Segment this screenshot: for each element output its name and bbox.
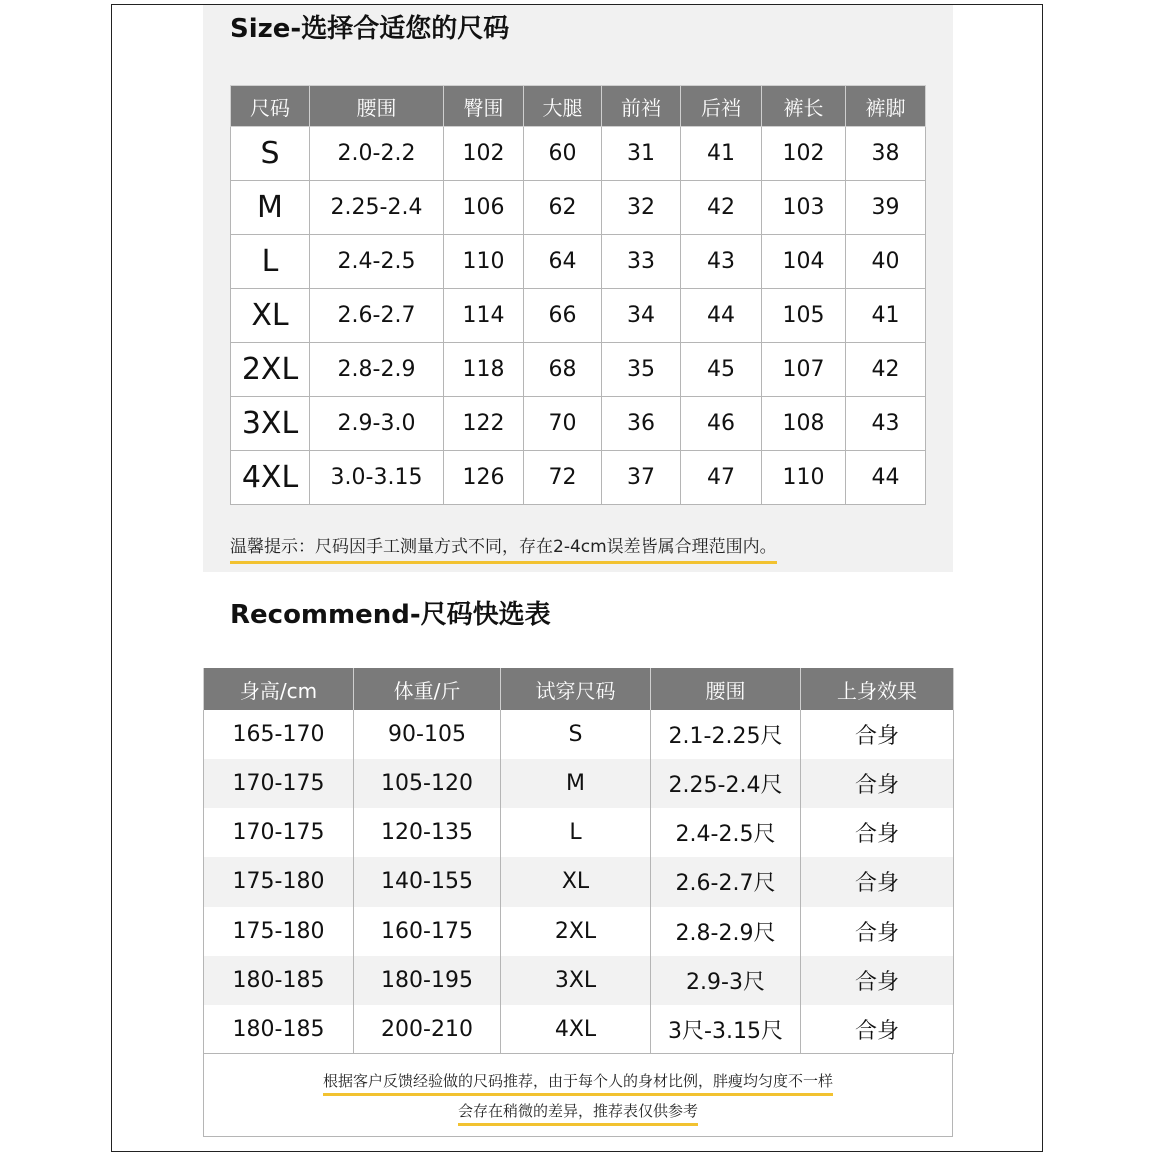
- table-cell: 42: [681, 181, 762, 235]
- table-cell: 105-120: [354, 759, 501, 808]
- size-table: [230, 85, 926, 505]
- table-cell: 126: [444, 451, 524, 505]
- table-cell: 44: [681, 289, 762, 343]
- table-cell: M: [231, 181, 310, 235]
- size-tip: 温馨提示：尺码因手工测量方式不同，存在2-4cm误差皆属合理范围内。: [230, 532, 777, 564]
- recommend-header-cell: 试穿尺码: [501, 668, 651, 710]
- table-cell: 105: [762, 289, 846, 343]
- table-cell: 合身: [801, 1005, 954, 1054]
- size-header-cell: 腰围: [310, 86, 444, 127]
- table-cell: 2.8-2.9尺: [651, 907, 801, 956]
- table-cell: 72: [524, 451, 602, 505]
- table-cell: L: [501, 808, 651, 857]
- recommend-table-header-row: [204, 668, 954, 710]
- table-cell: 42: [846, 343, 926, 397]
- table-cell: 106: [444, 181, 524, 235]
- table-cell: 102: [762, 127, 846, 181]
- size-header-cell: 尺码: [231, 86, 310, 127]
- table-cell: 120-135: [354, 808, 501, 857]
- table-cell: S: [231, 127, 310, 181]
- table-cell: 43: [846, 397, 926, 451]
- table-cell: 合身: [801, 759, 954, 808]
- table-cell: 3.0-3.15: [310, 451, 444, 505]
- table-cell: 140-155: [354, 857, 501, 906]
- table-cell: 46: [681, 397, 762, 451]
- table-cell: 41: [846, 289, 926, 343]
- table-cell: 2.25-2.4尺: [651, 759, 801, 808]
- size-header-cell: 前裆: [602, 86, 681, 127]
- table-cell: 62: [524, 181, 602, 235]
- table-cell: 4XL: [231, 451, 310, 505]
- table-row: [231, 289, 926, 343]
- table-cell: 31: [602, 127, 681, 181]
- table-cell: XL: [501, 857, 651, 906]
- recommend-section-title: Recommend-尺码快选表: [230, 600, 551, 630]
- size-header-cell: 大腿: [524, 86, 602, 127]
- table-cell: 2.9-3.0: [310, 397, 444, 451]
- recommend-table-body: [204, 710, 954, 1054]
- recommend-note-line: 会存在稍微的差异，推荐表仅供参考: [458, 1100, 698, 1126]
- table-cell: 36: [602, 397, 681, 451]
- size-header-cell: 裤脚: [846, 86, 926, 127]
- table-row: [204, 1005, 954, 1054]
- table-cell: 180-185: [204, 956, 354, 1005]
- table-cell: 118: [444, 343, 524, 397]
- recommend-note-box: [203, 1053, 953, 1137]
- table-cell: 122: [444, 397, 524, 451]
- table-cell: S: [501, 710, 651, 759]
- table-cell: 2.4-2.5: [310, 235, 444, 289]
- table-cell: 合身: [801, 808, 954, 857]
- table-cell: 3XL: [501, 956, 651, 1005]
- table-cell: 4XL: [501, 1005, 651, 1054]
- table-cell: 2.6-2.7: [310, 289, 444, 343]
- table-row: [204, 956, 954, 1005]
- table-cell: 180-195: [354, 956, 501, 1005]
- table-cell: 180-185: [204, 1005, 354, 1054]
- table-row: [204, 759, 954, 808]
- table-cell: 3XL: [231, 397, 310, 451]
- table-cell: 175-180: [204, 907, 354, 956]
- table-cell: 43: [681, 235, 762, 289]
- table-row: [204, 907, 954, 956]
- table-cell: 60: [524, 127, 602, 181]
- table-cell: 2XL: [501, 907, 651, 956]
- table-cell: 170-175: [204, 808, 354, 857]
- table-cell: 2.1-2.25尺: [651, 710, 801, 759]
- table-cell: 47: [681, 451, 762, 505]
- recommend-note-line: 根据客户反馈经验做的尺码推荐，由于每个人的身材比例，胖瘦均匀度不一样: [323, 1070, 833, 1096]
- table-cell: 110: [444, 235, 524, 289]
- table-cell: 3尺-3.15尺: [651, 1005, 801, 1054]
- table-cell: 102: [444, 127, 524, 181]
- table-cell: 110: [762, 451, 846, 505]
- table-cell: XL: [231, 289, 310, 343]
- size-header-cell: 裤长: [762, 86, 846, 127]
- table-cell: 90-105: [354, 710, 501, 759]
- table-cell: 44: [846, 451, 926, 505]
- table-cell: 104: [762, 235, 846, 289]
- table-cell: 合身: [801, 907, 954, 956]
- table-cell: 45: [681, 343, 762, 397]
- table-cell: 2XL: [231, 343, 310, 397]
- table-cell: 2.8-2.9: [310, 343, 444, 397]
- table-cell: 200-210: [354, 1005, 501, 1054]
- table-cell: 66: [524, 289, 602, 343]
- table-cell: 合身: [801, 956, 954, 1005]
- table-cell: 41: [681, 127, 762, 181]
- recommend-table: [203, 668, 954, 1054]
- table-row: [204, 710, 954, 759]
- table-cell: 175-180: [204, 857, 354, 906]
- recommend-header-cell: 腰围: [651, 668, 801, 710]
- table-row: [231, 343, 926, 397]
- size-header-cell: 后裆: [681, 86, 762, 127]
- table-cell: 34: [602, 289, 681, 343]
- table-cell: 2.0-2.2: [310, 127, 444, 181]
- table-cell: 64: [524, 235, 602, 289]
- table-row: [231, 127, 926, 181]
- table-cell: 32: [602, 181, 681, 235]
- table-cell: 160-175: [354, 907, 501, 956]
- table-cell: 35: [602, 343, 681, 397]
- table-cell: 2.25-2.4: [310, 181, 444, 235]
- table-cell: 165-170: [204, 710, 354, 759]
- table-cell: 103: [762, 181, 846, 235]
- recommend-header-cell: 体重/斤: [354, 668, 501, 710]
- table-row: [231, 451, 926, 505]
- table-cell: 108: [762, 397, 846, 451]
- table-row: [204, 808, 954, 857]
- table-cell: L: [231, 235, 310, 289]
- table-row: [204, 857, 954, 906]
- size-section-title: Size-选择合适您的尺码: [230, 14, 510, 44]
- size-table-header-row: [231, 86, 926, 127]
- table-cell: 合身: [801, 857, 954, 906]
- table-row: [231, 181, 926, 235]
- table-cell: 68: [524, 343, 602, 397]
- table-cell: 2.6-2.7尺: [651, 857, 801, 906]
- table-cell: 39: [846, 181, 926, 235]
- table-cell: 40: [846, 235, 926, 289]
- table-row: [231, 235, 926, 289]
- size-table-body: [231, 127, 926, 505]
- size-header-cell: 臀围: [444, 86, 524, 127]
- table-cell: 107: [762, 343, 846, 397]
- table-cell: M: [501, 759, 651, 808]
- recommend-header-cell: 身高/cm: [204, 668, 354, 710]
- recommend-header-cell: 上身效果: [801, 668, 954, 710]
- table-row: [231, 397, 926, 451]
- table-cell: 70: [524, 397, 602, 451]
- table-cell: 114: [444, 289, 524, 343]
- table-cell: 170-175: [204, 759, 354, 808]
- table-cell: 2.4-2.5尺: [651, 808, 801, 857]
- table-cell: 合身: [801, 710, 954, 759]
- table-cell: 33: [602, 235, 681, 289]
- table-cell: 2.9-3尺: [651, 956, 801, 1005]
- table-cell: 38: [846, 127, 926, 181]
- table-cell: 37: [602, 451, 681, 505]
